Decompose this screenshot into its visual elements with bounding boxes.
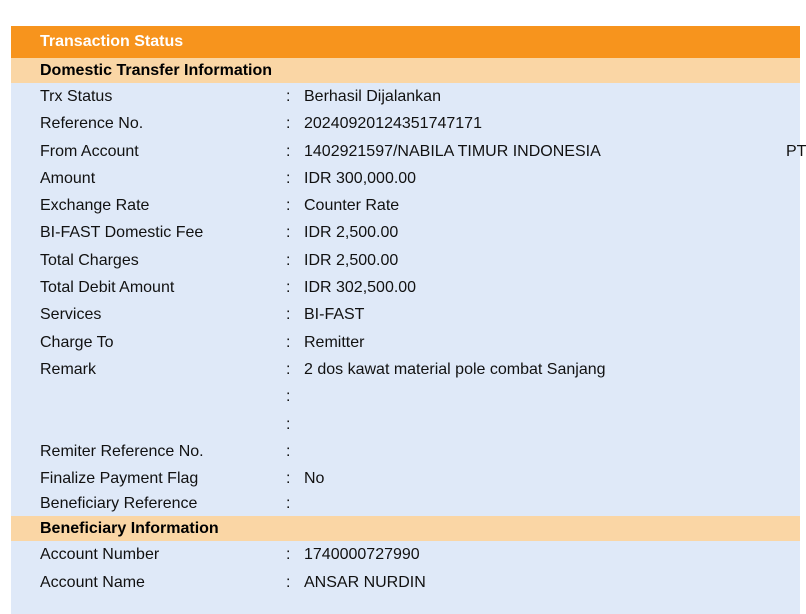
field-label: Account Number [40,546,160,564]
field-value: 20240920124351747171 [304,115,482,133]
field-value: IDR 2,500.00 [304,251,399,269]
row-charge-to [11,329,800,356]
field-label: From Account [40,142,139,160]
field-separator: : [286,142,291,160]
field-value: No [304,470,325,488]
field-separator: : [286,495,291,513]
row-finalize-payment-flag [11,465,800,492]
row-beneficiary-reference [11,492,800,516]
field-value: IDR 302,500.00 [304,279,417,297]
field-label: Reference No. [40,115,144,133]
field-label: Trx Status [40,88,113,105]
field-separator: : [286,573,291,591]
field-separator: : [286,333,291,351]
field-value: IDR 2,500.00 [304,224,399,242]
domestic-section-header: Domestic Transfer Information [11,58,800,83]
field-separator: : [286,115,291,133]
field-separator: : [286,470,291,488]
field-separator: : [286,306,291,324]
row-amount [11,165,800,192]
row-reference-no [11,110,800,137]
field-value: Berhasil Dijalankan [304,88,441,105]
field-label: Services [40,306,102,324]
field-value: Remitter [304,333,365,351]
field-label: Finalize Payment Flag [40,470,199,488]
field-separator: : [286,224,291,242]
row-from-account [11,138,806,165]
row-total-charges [11,247,800,274]
row-exchange-rate [11,192,800,219]
field-value: IDR 300,000.00 [304,169,417,187]
field-separator: : [286,360,291,378]
field-label: BI-FAST Domestic Fee [40,224,204,242]
field-value: ANSAR NURDIN [304,573,426,591]
field-label: Amount [40,169,96,187]
field-label: Total Charges [40,251,139,269]
field-value: 1740000727990 [304,546,420,564]
field-label: Beneficiary Reference [40,495,198,513]
field-value: BI-FAST [304,306,365,324]
transaction-status-panel [11,26,806,614]
field-separator: : [286,442,291,460]
field-label: Total Debit Amount [40,279,175,297]
field-label: Remiter Reference No. [40,442,204,460]
field-separator: : [286,415,291,433]
row-account-name [11,569,800,596]
row-services [11,301,800,328]
field-separator: : [286,251,291,269]
row-remark-line-2 [11,383,800,410]
field-separator: : [286,197,291,215]
row-account-number [11,541,800,568]
row-trx-status [11,83,800,110]
beneficiary-section-header: Beneficiary Information [11,516,800,541]
field-value: 2 dos kawat material pole combat Sanjang [304,360,606,378]
field-value: 1402921597/NABILA TIMUR INDONESIA [304,142,601,160]
field-separator: : [286,546,291,564]
field-separator: : [286,388,291,406]
row-remitter-reference [11,438,800,465]
field-label: Account Name [40,573,145,591]
field-separator: : [286,169,291,187]
row-remark [11,356,800,383]
field-label: Remark [40,360,97,378]
row-total-debit [11,274,800,301]
row-bifast-fee [11,219,800,246]
panel-title: Transaction Status [11,26,800,58]
row-remark-line-3 [11,411,800,438]
field-extra: PT [786,142,806,160]
field-separator: : [286,279,291,297]
field-separator: : [286,88,291,105]
field-label: Exchange Rate [40,197,150,215]
field-value: Counter Rate [304,197,400,215]
field-label: Charge To [40,333,114,351]
